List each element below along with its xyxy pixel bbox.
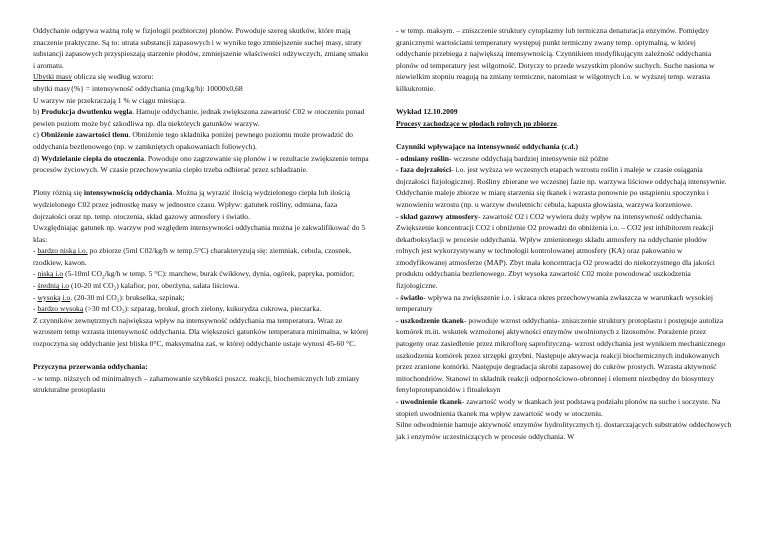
factor-hydration-text: - zawartość wody w tkankach jest podstawą podziału plonów na suche i soczyste. Na stopień uwodnienia tkanek ma wpływ zawartość wody w otoczeniu.: [396, 397, 721, 418]
mass-loss-formula: ubytki masy{%} = intensywność oddychania (mg/kg/h): 10000x0,68: [33, 83, 243, 93]
class-3-label: średnią i.o: [37, 281, 70, 291]
factor-maturity: [396, 164, 732, 210]
factor-damage-heading: - uszkodzenie tkanek: [396, 315, 464, 325]
spacer: [33, 176, 369, 188]
item-d: [33, 153, 369, 176]
class-2: [33, 268, 369, 280]
factor-varieties-text: - wczesne oddychają bardziej intensywnie niż późne: [449, 153, 609, 163]
item-d-text: . Powoduje ono zagrzewanie się plonów i w rezultacie zwiększenie tempa procesów życiowych. W czasie przechowywania ciepło trzeba odbierać przez schładzanie.: [33, 153, 369, 175]
lecture-topic: [396, 118, 732, 130]
class-3-text: (10-20 ml CO₂) kalafior, por, oberżyna, sałata liściowa.: [69, 281, 240, 291]
classes-intro: Uwzględniając gatunek np. warzyw pod względem intensywności oddychania można je zakwalifikować do 5 klas:: [33, 223, 366, 244]
respiration-heading: intensywnością oddychania: [83, 188, 173, 198]
factor-damage: [396, 315, 732, 396]
dehydration-paragraph: Silne odwodnienie hamuje aktywność enzymów hydrolitycznych tj. dostarczających substratów oddechowych jak i enzymów uczestniczących w procesie oddychania. W: [396, 420, 732, 441]
class-1-dash: -: [33, 246, 38, 256]
item-b-heading: Produkcja dwutlenku węgla: [41, 107, 133, 117]
item-b-text: . Hamuje oddychanie, jednak zwiększona zawartość C02 w otoczeniu ponad pewien poziom może być szkodliwa np. dla niektórych gatunków warzyw.: [33, 107, 365, 128]
class-2-subscript: 2: [101, 274, 105, 281]
class-4: [33, 292, 369, 304]
item-b: [33, 106, 369, 129]
class-2-dash: -: [33, 269, 38, 279]
lecture-date: Wykład 12.10.2009: [396, 107, 458, 117]
factor-hydration: [396, 396, 732, 419]
respiration-text-a: Plony różnią się: [33, 188, 84, 198]
class-1: [33, 245, 369, 268]
factor-maturity-heading: - faza dojrzałości: [396, 165, 452, 175]
class-4-label: wysoką i.o: [37, 292, 71, 302]
factor-light-text: - wpływa na zwiększenie i.o. i skraca okres przechowywania zwłaszcza w warunkach wysokiej temperatury: [396, 292, 713, 314]
factor-atmosphere: [396, 211, 732, 292]
class-2-text-a: (5-10ml CO: [63, 269, 102, 279]
factor-varieties-heading: - odmiany roślin: [396, 153, 450, 163]
item-d-prefix: d): [33, 153, 42, 163]
factor-light-heading: - światło: [396, 292, 424, 302]
mass-loss-label: Ubytki masy: [33, 72, 73, 82]
left-column: [33, 25, 369, 396]
class-5-text: (>30 ml CO₂): szparag, brokuł, groch zielony, kukurydza cukrowa, pieczarka.: [83, 304, 322, 314]
class-3: [33, 280, 369, 292]
right-column: [396, 25, 732, 442]
respiration-text-b: . Można ją wyrazić ilością wydzielonego ciepła lub ilością wydzielonego C02 przez jednostkę masy w jednostce czasu. Wpływ: gatunek rośliny, odmiana, faza dojrzałości oraz np. temp. otoczenia, skład gazowy atmosfery i światło.: [33, 188, 350, 221]
interruption-heading: Przyczyna przerwania oddychania:: [33, 362, 148, 372]
factor-atmosphere-heading: - skład gazowy atmosfery: [396, 211, 479, 221]
class-5: [33, 303, 369, 315]
class-4-text: . (20-30 ml CO₂): brukselka, szpinak;: [70, 292, 185, 302]
spacer: [396, 129, 732, 141]
mass-loss-text: oblicza się według wzoru:: [72, 72, 154, 82]
max-temp-paragraph: - w temp. maksym. – zniszczenie struktury cytoplazmy lub termiczna denaturacja enzymów. Pomiędzy granicznymi wartościami temperatury występuj punkt termiczny zwany temp. optymalną, w której oddychanie przebiega z największą intensywnością. Czynnikiem modyfikującym zależność oddychania plonów od temperatury jest wilgotność. Dotyczy to przede wszystkim plonów suchych. Suche nasiona w niewielkim stopniu reagują na zmiany termiczne, natomiast w wilgotnych i.o. w wyższej temp. wzrasta kilkukrotnie.: [396, 26, 715, 93]
class-2-label: niską i.o: [37, 269, 64, 279]
class-2-text-b: /kg/h w temp. 5 °C): marchew, burak ćwikłowy, dynia, ogórek, papryka, pomidor;: [104, 269, 355, 279]
factor-maturity-text: - i.o. jest wyższa we wczesnych etapach wzrostu roślin i maleje w czasie osiągania dojrzałości fizjologicznej. Rośliny zbierane we wczesnej fazie np. warzywa liściowe oddychają intensywnie. Oddychanie maleje zbiorze w miarę starzenia się tkanek i wzrasta ponownie po ustąpieniu spoczynku i wznowieniu wzrostu (np. u warzyw dwuletnich: cebula, kapusta głowiasta, warzywa korzeniowe.: [396, 165, 727, 209]
item-d-heading: Wydzielanie ciepła do otoczenia: [41, 153, 145, 163]
item-c-prefix: c): [33, 130, 41, 140]
class-5-label: bardzo wysoką: [37, 304, 84, 314]
item-c-text: . Obniżenie tego składnika poniżej pewnego poziomu może prowadzić do oddychania beztlenowego (np. w zamkniętych opakowaniach foliowych).: [33, 130, 353, 151]
class-4-dash: -: [33, 292, 38, 302]
factor-hydration-heading: - uwodnienie tkanek: [396, 397, 462, 406]
factor-atmosphere-text: - zawartość O2 i CO2 wywiera duży wpływ na intensywność oddychania. Zwiększenie koncentracji CO2 i obniżenie O2 prowadzi do obniżenia i.o. – CO2 jest inhibitorem reakcji dekarboksylacji w procesie oddychania. Wpływ zmienionego składu atmosfery na oddychanie płodów rolnych jest wykorzystywany w technologii kontrolowanej atmosfery (KA) oraz pakowaniu w zmodyfikowanej atmosferze (MAP). Zbyt mała koncentracja O2 prowadzi do niekorzystnego dla jakości produktu oddychania beztlenowego. Zbyt wysoka zawartość C02 może powodować uszkodzenia fizjologiczne.: [396, 211, 715, 291]
temperature-paragraph: Z czynników zewnętrznych największa wpływ na intensywność oddychania ma temperatura. Wraz ze wzrostem temp wzrasta intensywność oddychania. Dla większości gatunków temperatura minimalna, w której rozpoczyna się oddychanie jest bliska 0°C, maksymalna zaś, w której oddychanie ustaje wynosi 45-60 °C.: [33, 315, 369, 349]
item-c: [33, 129, 369, 152]
interruption-low-temp: - w temp. niższych od minimalnych – zahamowanie szybkości poszcz. reakcji, biochemicznych lub zmiany strukturalne protoplastu: [33, 373, 360, 395]
lecture-topic-dot: .: [556, 118, 559, 128]
factor-varieties: [396, 153, 732, 165]
spacer: [33, 350, 369, 362]
factors-heading: Czynniki wpływające na intensywność oddychania (c.d.): [396, 141, 579, 151]
respiration-intensity-paragraph: [33, 187, 369, 222]
class-5-dash: -: [33, 304, 38, 314]
class-3-dash: -: [33, 281, 38, 291]
mass-loss-line: [33, 71, 369, 83]
class-1-label: bardzo niską i.o.: [37, 246, 88, 256]
factor-light: [396, 292, 732, 315]
class-1-text: po zbiorze (5ml C02/kg/h w temp.5°C) charakteryzują się: ziemniak, cebula, czosnek, rzodkiew, kawon.: [33, 246, 352, 267]
lecture-topic-title: Procesy zachodzące w płodach rolnych po zbiorze: [396, 118, 557, 128]
spacer: [396, 95, 732, 107]
item-b-prefix: b): [33, 107, 42, 117]
vegetables-loss-note: U warzyw nie przekraczają 1 % w ciągu miesiąca.: [33, 95, 186, 105]
factor-damage-text: - powoduje wzrost oddychania- zniszczenie struktury protoplastu i postępuje autoliza komórek m.in. wskutek wzmożonej aktywności enzymów uwolnionych z lizosomów. Porażenie przez patogeny oraz zasiedlenie przez mikroflorę saprofityczną- wzrost oddychania jest wynikiem mechanicznego uszkodzenia komórek przez strzępki grzybni. Następuje aktywacja reakcji biochemicznych indukowanych przez zranione komórki. Następuje degradacja skrobi zapasowej do cukrów prostych. Wzrasta aktywność mitochondriów. Stanowi to składnik reakcji odpornościowo-obronnej i element niezbędny do biosyntezy fenyloprotepanoidów i fitoaleksyn: [396, 315, 726, 395]
intro-paragraph: Oddychanie odgrywa ważną rolę w fizjologii pozbiorczej plonów. Powoduje szereg skutków, które mają znaczenie praktyczne. Są to: utrata substancji zapasowych i w wyniku tego zmniejszenie suchej masy, straty substancji zapasowych przyspieszają starzenie płodów, zmniejszenie właściwości odżywczych, zmianę smaku i aromatu.: [33, 26, 368, 70]
item-c-heading: Obniżenie zawartości tlenu: [40, 130, 129, 140]
